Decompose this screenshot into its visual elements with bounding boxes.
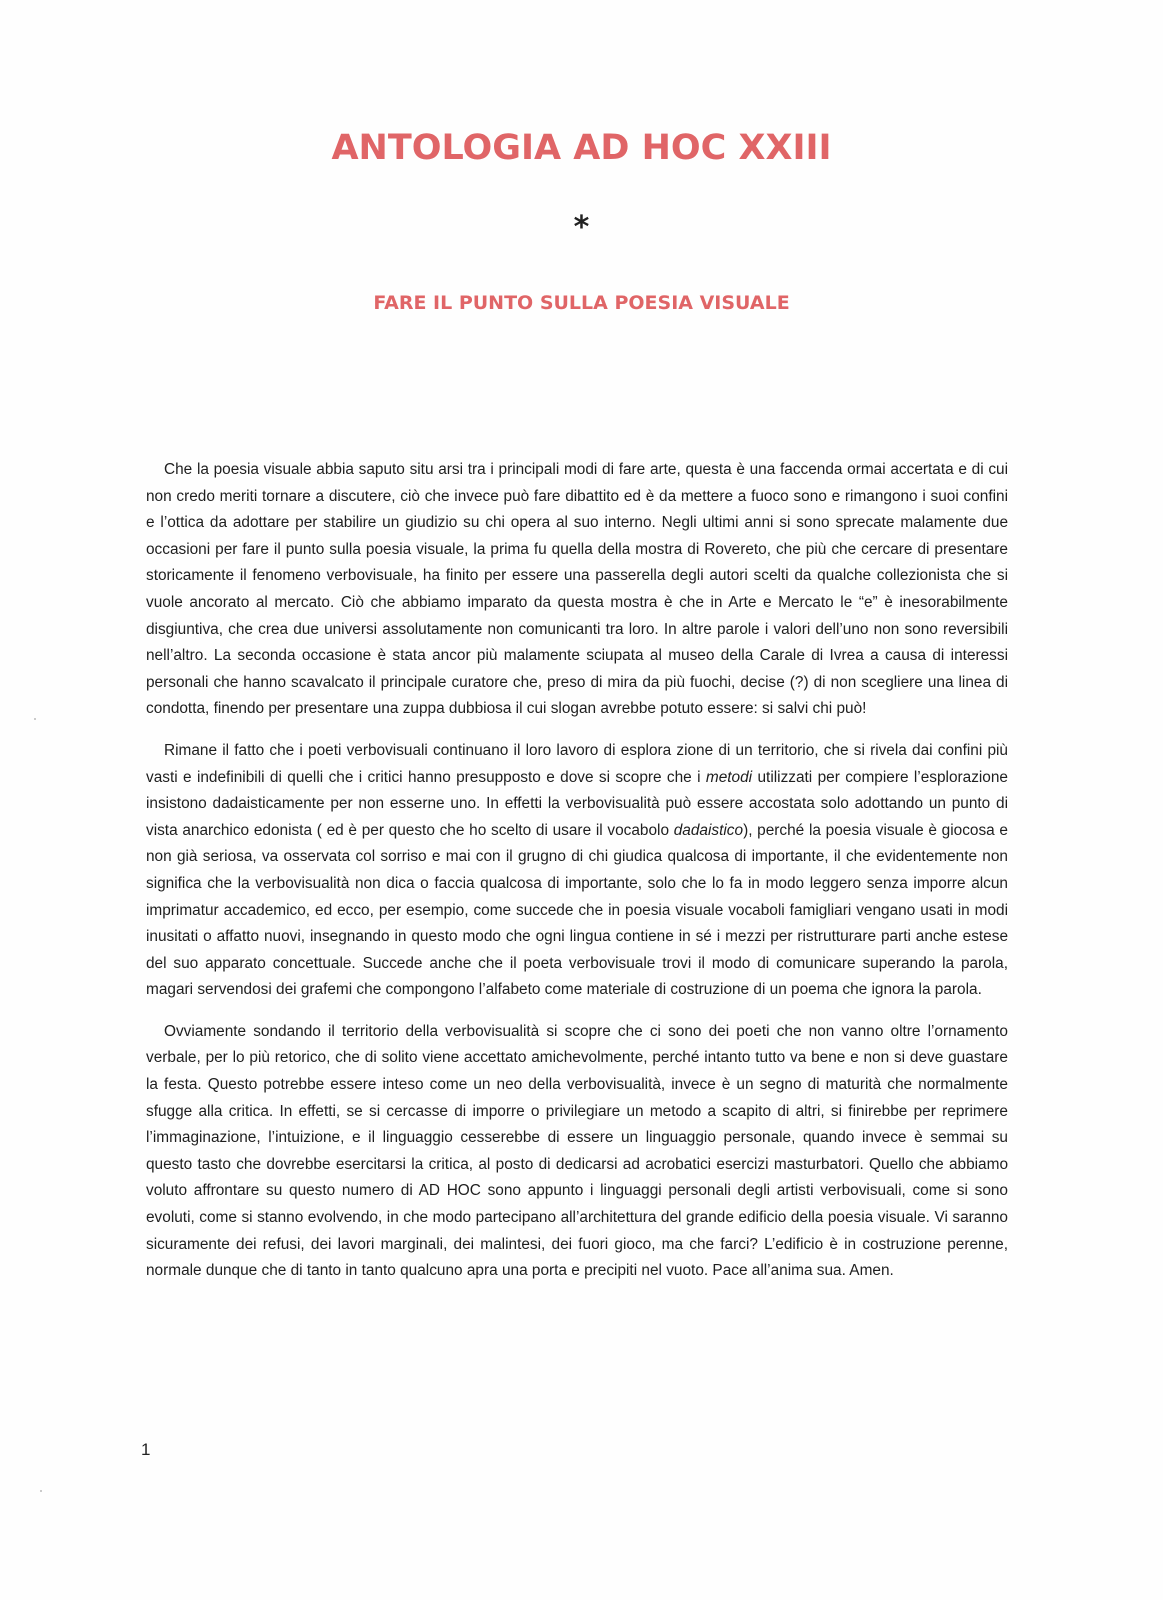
page-number: 1 [141,1440,151,1459]
paragraph-2-text: Rimane il fatto che i poeti verbovisuali continuano il loro lavoro di esplora zione di un territorio, che si rivela dai confini più vasti e indefinibili di quelli che i critici hanno presupposto e dove si scopre che i [146,741,1008,786]
paragraph-1-text: Che la poesia visuale abbia saputo situ arsi tra i principali modi di fare arte, questa è una faccenda ormai accertata e di cui non credo meriti tornare a discutere, ciò che invece può fare dibattito ed è da mettere a fuoco sono e rimangono i suoi confini e l’ottica da adottare per stabilire un giudizio su chi opera al suo interno. Negli ultimi anni si sono sprecate malamente due occasioni per fare il punto sulla poesia visuale, la prima fu quella della mostra di Rovereto, che più che cercare di presentare storicamente il fenomeno verbovisuale, ha finito per essere una passerella degli autori scelti da qualche collezionista che si vuole ancorato al mercato. Ciò che abbiamo imparato da questa mostra è che in Arte e Mercato le “e” è inesorabilmente disgiuntiva, che crea due universi assolutamente non comunicanti tra loro. In altre parole i valori dell’uno non sono reversibili nell’altro. La seconda occasione è stata ancor più malamente sciupata al museo della Carale di Ivrea a causa di interessi personali che hanno scavalcato il principale curatore che, preso di mira da più fuochi, decise (?) di non scegliere una linea di condotta, finendo per presentare una zuppa dubbiosa il cui slogan avrebbe potuto essere: si salvi chi può! [146,461,1008,718]
paragraph-3 [146,1019,1008,1285]
paragraph-1 [146,457,1008,723]
scan-artifact [34,718,36,720]
paragraph-2-text: ), perché la poesia visuale è giocosa e non già seriosa, va osservata col sorriso e mai con il grugno di chi giudica qualcosa di importante, il che evidentemente non significa che la verbovisualità non dica o faccia qualcosa di importante, solo che lo fa in modo leggero senza imporre alcun imprimatur accademico, ed ecco, per esempio, come succede che in poesia visuale vocaboli famigliari vengano usati in modi inusitati o affatto nuovi, insegnando in questo modo che ogni lingua contiene in sé i mezzi per ristrutturare parti anche estese del suo apparato concettuale. Succede anche che il poeta verbovisuale trovi il modo di comunicare superando la parola, magari servendosi dei grafemi che compongono l’alfabeto come materiale di costruzione di un poema che ignora la parola. [146,821,1008,999]
scan-artifact [40,1490,42,1492]
italic-word-metodi: metodi [705,768,753,786]
paragraph-2 [146,738,1008,1004]
document-title: ANTOLOGIA AD HOC XXIII [331,128,832,168]
document-subtitle: FARE IL PUNTO SULLA POESIA VISUALE [373,292,790,314]
paragraph-3-text: Ovviamente sondando il territorio della verbovisualità si scopre che ci sono dei poeti che non vanno oltre l’ornamento verbale, per lo più retorico, che di solito viene accettato amichevolmente, perché intanto tutto va bene e non si deve guastare la festa. Questo potrebbe essere inteso come un neo della verbovisualità, invece è un segno di maturità che normalmente sfugge alla critica. In effetti, se si cercasse di imporre o privilegiare un metodo a scapito di altri, si finirebbe per reprimere l’immaginazione, l’intuizione, e il linguaggio cesserebbe di essere un linguaggio personale, quando invece è semmai su questo tasto che dovrebbe esercitarsi la critica, al posto di dedicarsi ad acrobatici esercizi masturbatori. Quello che abbiamo voluto affrontare su questo numero di AD HOC sono appunto i linguaggi personali degli artisti verbovisuali, come si sono evoluti, come si stanno evolvendo, in che modo partecipano all’architettura del grande edificio della poesia visuale. Vi saranno sicuramente dei refusi, dei lavori marginali, dei malintesi, dei fuori gioco, ma che farci? L’edificio è in costruzione perenne, normale dunque che di tanto in tanto qualcuno apra una porta e precipiti nel vuoto. Pace all’anima sua. Amen. [146,1022,1008,1280]
asterisk-separator-icon: * [573,210,590,245]
italic-word-dadaistico: dadaistico [673,821,744,839]
body-text [146,457,1008,1300]
paragraph-2-text: utilizzati per compiere l’esplorazione insistono dadaisticamente per non esserne uno. In effetti la verbovisualità può essere accostata solo adottando un punto di vista anarchico edonista ( ed è per questo che ho scelto di usare il vocabolo [146,768,1008,839]
